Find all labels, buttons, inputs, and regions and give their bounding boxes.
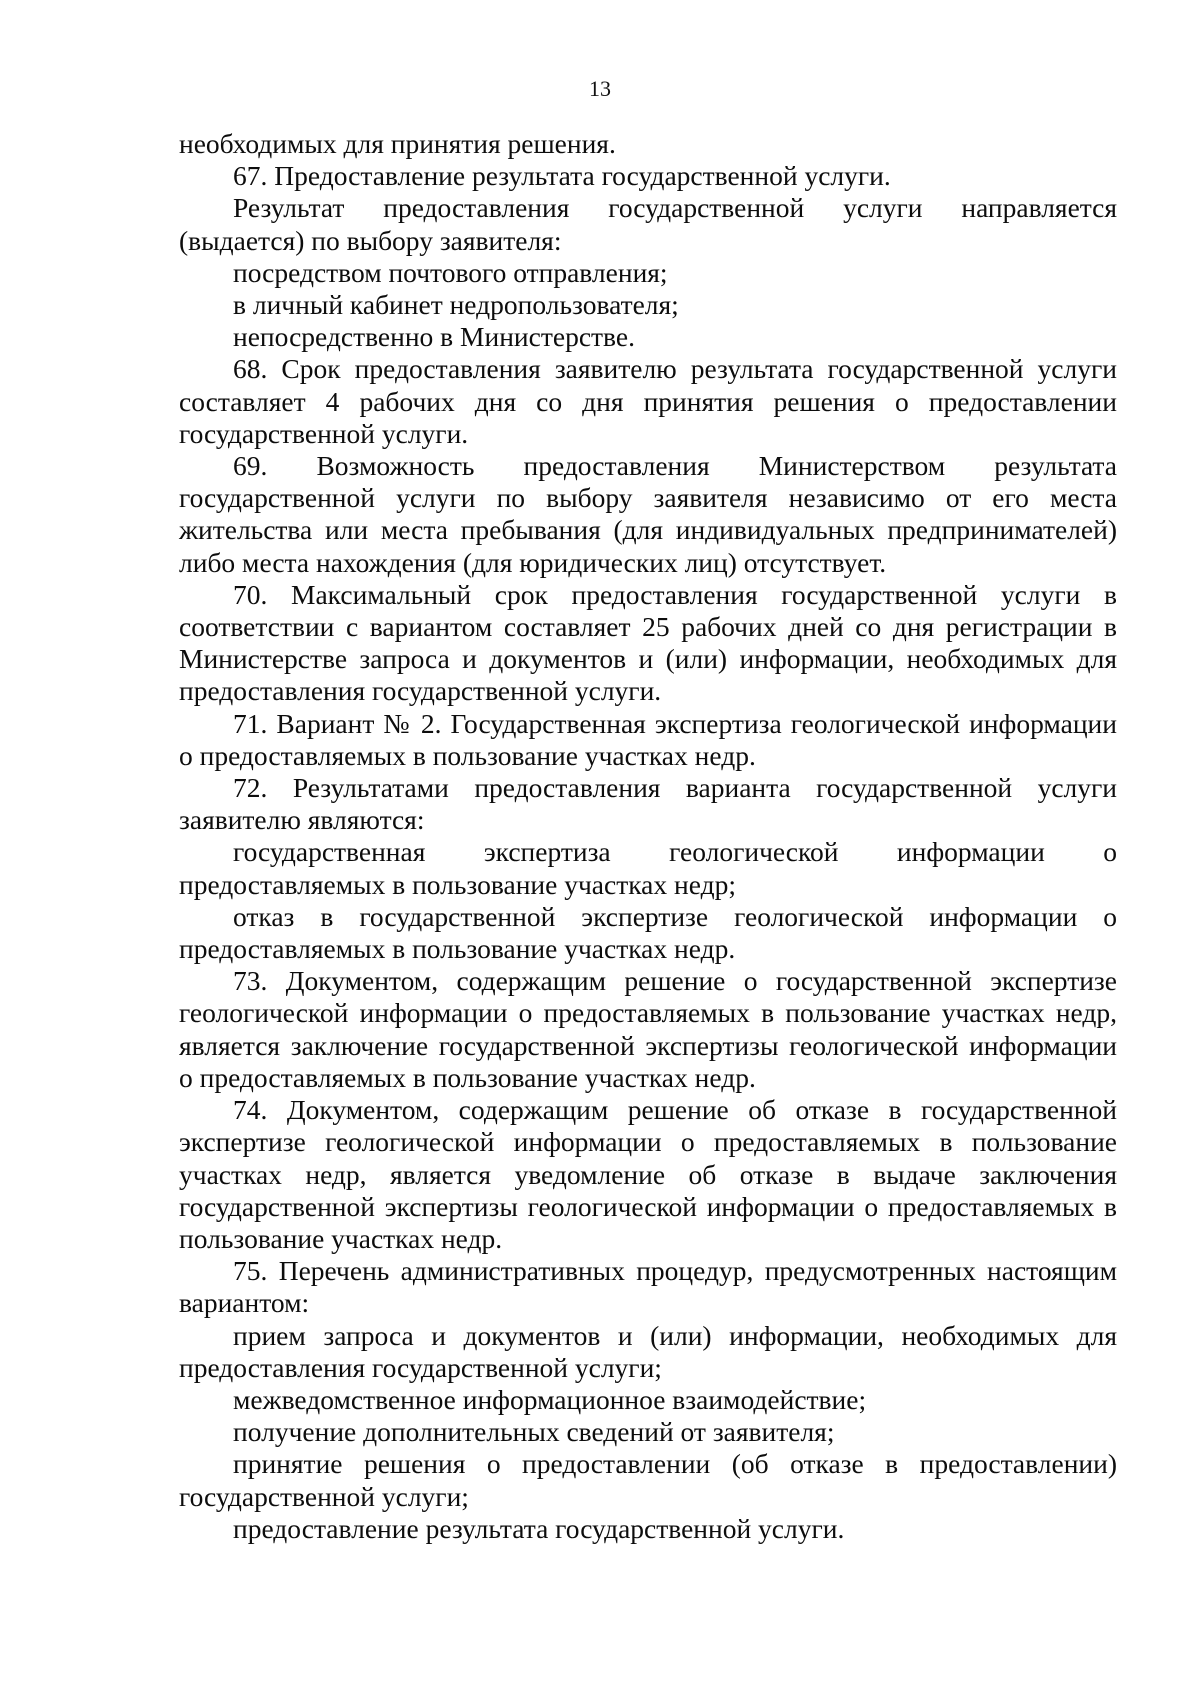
paragraph-69: 69. Возможность предоставления Министерством результата государственной услуги по выбору заявителя независимо от его места жительства или места пребывания (для индивидуальных предпринимателей) либо места нахождения (для юридических лиц) отсутствует. [179, 450, 1117, 578]
paragraph-71: 71. Вариант № 2. Государственная экспертиза геологической информации о предоставляемых в пользование участках недр. [179, 707, 1117, 771]
paragraph-70: 70. Максимальный срок предоставления государственной услуги в соответствии с вариантом составляет 25 рабочих дней со дня регистрации в Министерстве запроса и документов и (или) информации, необходимых для предоставления государственной услуги. [179, 578, 1117, 707]
list-item: в личный кабинет недропользователя; [233, 289, 679, 321]
list-item: принятие решения о предоставлении (об отказе в предоставлении) государственной услуги; [179, 1448, 1117, 1512]
paragraph-67: 67. Предоставление результата государственной услуги. [233, 160, 891, 192]
paragraph-73: 73. Документом, содержащим решение о государственной экспертизе геологической информации о предоставляемых в пользование участках недр, является заключение государственной экспертизы геологической информации о предоставляемых в пользование участках недр. [179, 965, 1117, 1093]
paragraph-68: 68. Срок предоставления заявителю результата государственной услуги составляет 4 рабочих дня со дня принятия решения о предоставлении государственной услуги. [179, 353, 1117, 449]
list-item: предоставление результата государственной услуги. [233, 1512, 845, 1544]
list-item: государственная экспертиза геологической информации о предоставляемых в пользование участках недр; [179, 836, 1117, 900]
document-body [179, 128, 1117, 1545]
page-number: 13 [589, 76, 611, 101]
paragraph-74: 74. Документом, содержащим решение об отказе в государственной экспертизе геологической информации о предоставляемых в пользование участках недр, является уведомление об отказе в выдаче заключения государственной экспертизы геологической информации о предоставляемых в пользование участках недр. [179, 1094, 1117, 1254]
paragraph-72: 72. Результатами предоставления варианта государственной услуги заявителю являются: [179, 772, 1117, 836]
list-item: получение дополнительных сведений от заявителя; [233, 1416, 835, 1448]
list-item: прием запроса и документов и (или) информации, необходимых для предоставления государственной услуги; [179, 1319, 1117, 1383]
list-item: отказ в государственной экспертизе геологической информации о предоставляемых в пользование участках недр. [179, 900, 1117, 965]
list-item: межведомственное информационное взаимодействие; [233, 1383, 867, 1415]
list-item: непосредственно в Министерстве. [233, 321, 635, 353]
paragraph-continuation: необходимых для принятия решения. [179, 128, 616, 159]
paragraph-75: 75. Перечень административных процедур, предусмотренных настоящим вариантом: [179, 1255, 1117, 1319]
list-item: посредством почтового отправления; [233, 256, 668, 288]
paragraph-67-result: Результат предоставления государственной услуги направляется (выдается) по выбору заявителя: [179, 192, 1117, 256]
